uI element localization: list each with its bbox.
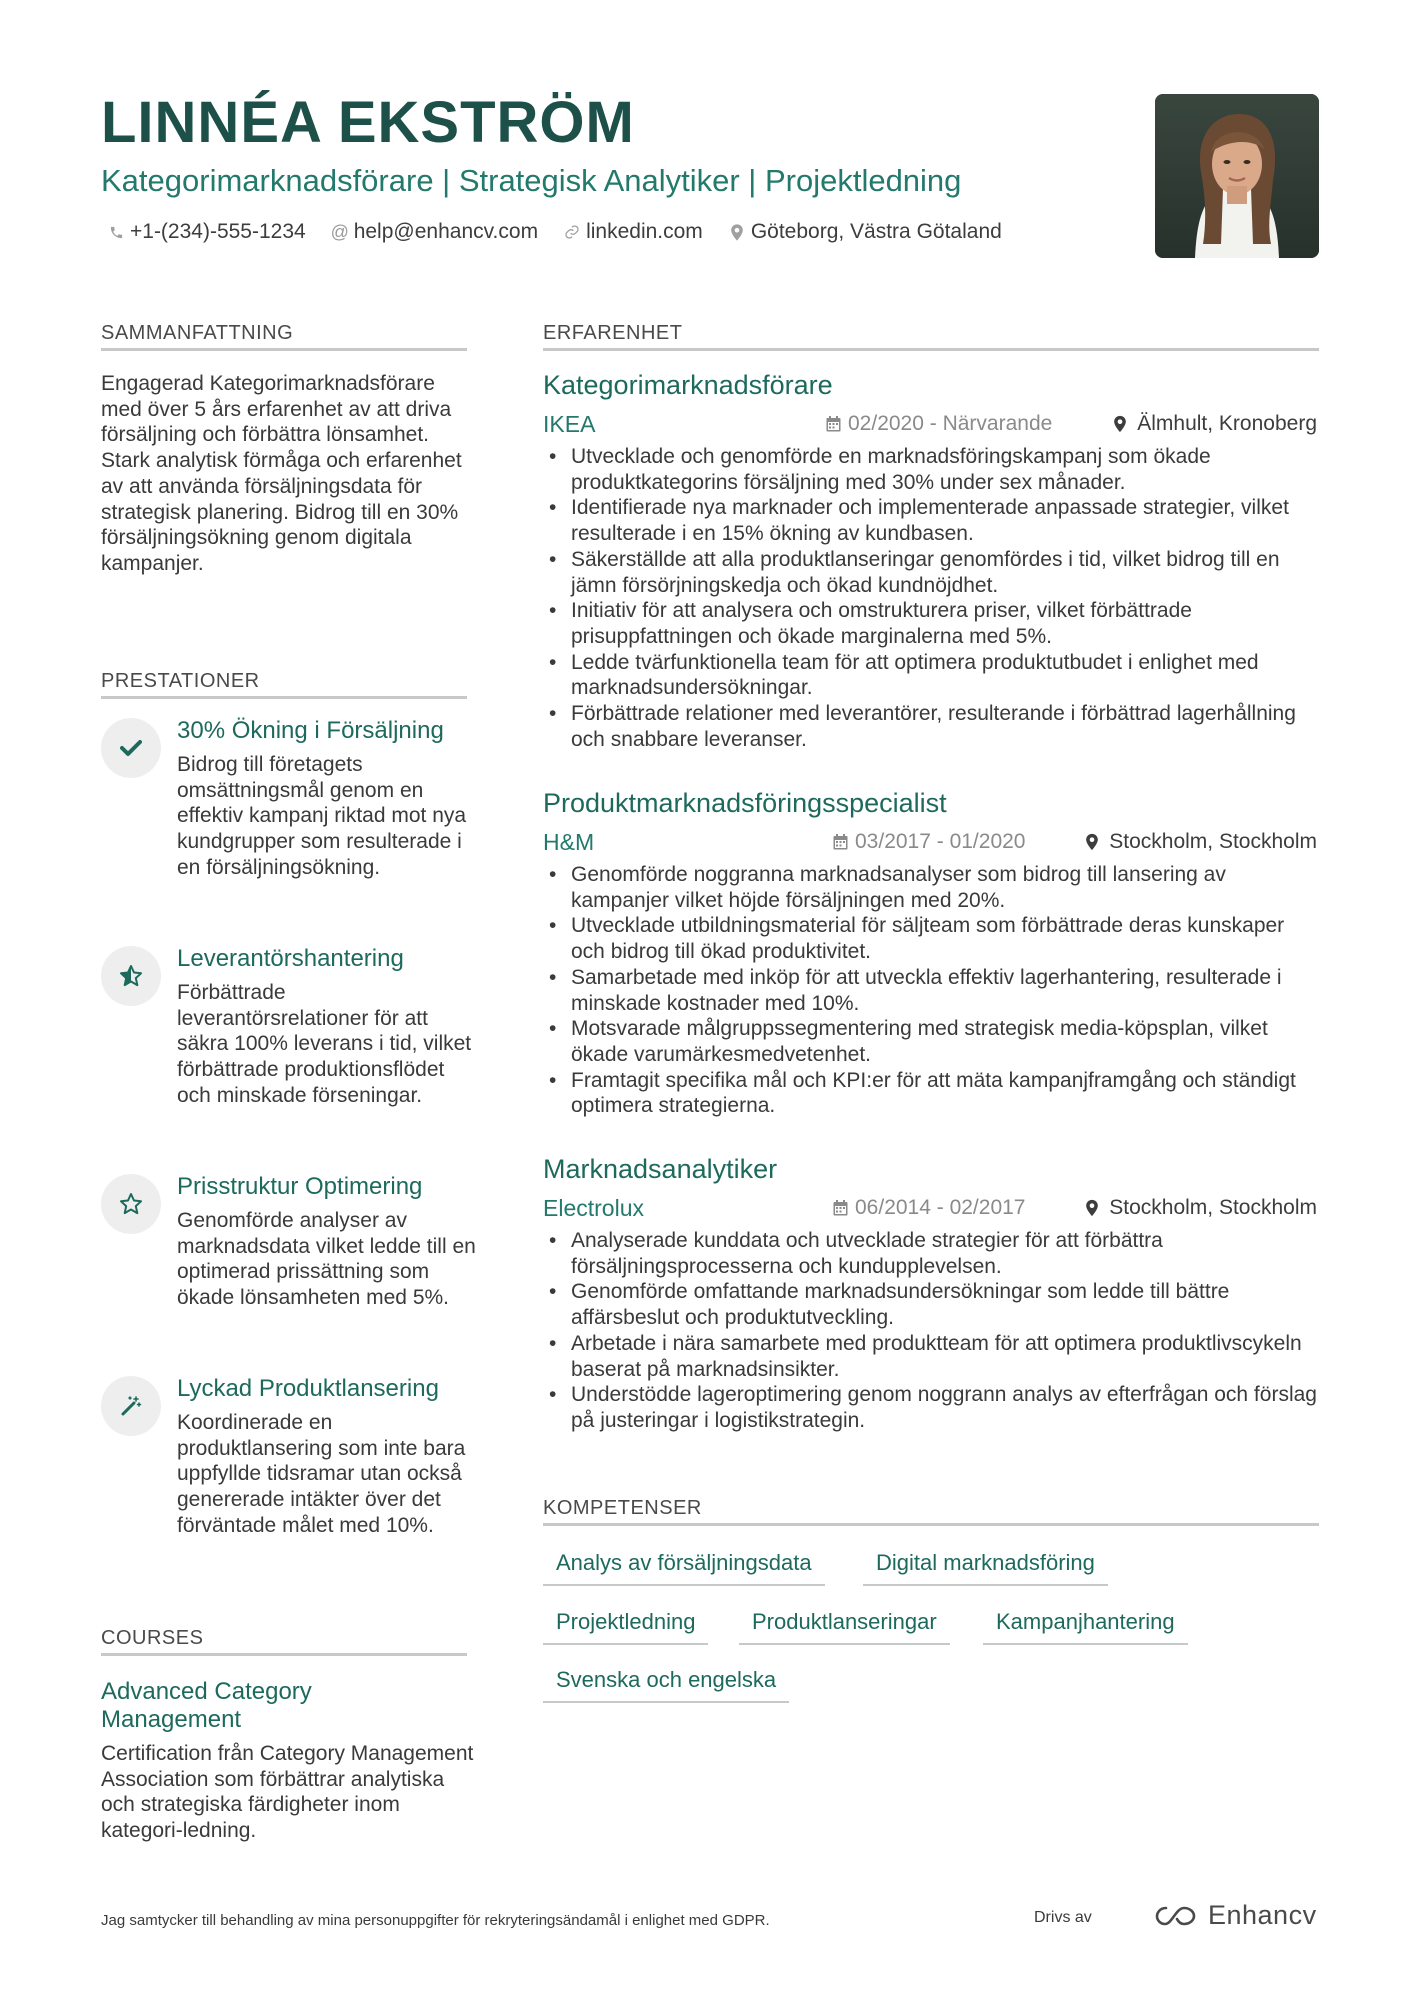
powered-by-label: Drivs av (1034, 1909, 1092, 1926)
skill-tag: Projektledning (543, 1605, 708, 1645)
job-company: Electrolux (543, 1195, 644, 1221)
calendar-icon (833, 834, 848, 850)
gdpr-consent: Jag samtycker till behandling av mina personuppgifter för rekryteringsändamål i enlighet med GDPR. (101, 1912, 770, 1929)
location-pin-icon (729, 224, 745, 240)
job-dates-text: 03/2017 - 01/2020 (855, 830, 1026, 853)
job-location (1085, 828, 1317, 856)
bullet-item: • Utvecklade utbildningsmaterial för säljteam som förbättrade deras kunskaper och bidrog till ökad produktivitet. (543, 913, 1323, 964)
courses-divider (101, 1653, 467, 1656)
check-icon (101, 718, 161, 778)
achievement-title: Lyckad Produktlansering (177, 1375, 439, 1402)
candidate-subtitle: Kategorimarknadsförare | Strategisk Analytiker | Projektledning (101, 163, 962, 198)
job-location (1113, 410, 1317, 438)
summary-divider (101, 348, 467, 351)
profile-photo (1155, 94, 1319, 258)
course-desc: Certification från Category Management Association som förbättrar analytiska och strategiska färdigheter inom kategori-ledning. (101, 1742, 474, 1843)
achievement-title: 30% Ökning i Försäljning (177, 717, 444, 744)
contact-email[interactable] (332, 220, 538, 244)
bullet-item: • Identifierade nya marknader och implementerade anpassade strategier, vilket resulterade i en 15% ökning av kundbasen. (543, 495, 1323, 546)
experience-heading: ERFARENHET (543, 322, 683, 344)
magic-wand-icon (101, 1376, 161, 1436)
skill-tag: Produktlanseringar (739, 1605, 950, 1645)
bullet-item: • Framtagit specifika mål och KPI:er för att mäta kampanjframgång och ständigt optimera strategierna. (543, 1068, 1323, 1119)
job-dates (833, 828, 1025, 856)
contact-row (108, 220, 1028, 244)
enhancv-logo-text: Enhancv (1208, 1900, 1317, 1930)
job-dates (826, 410, 1052, 438)
summary-heading: SAMMANFATTNING (101, 322, 294, 344)
bullet-item: • Arbetade i nära samarbete med produktteam för att optimera produktlivscykeln baserat på marknadsinsikter. (543, 1331, 1323, 1382)
location-pin-icon (1113, 415, 1127, 433)
bullet-item: • Understödde lageroptimering genom noggrann analys av efterfrågan och förslag på justeringar i logistikstrategin. (543, 1382, 1323, 1433)
candidate-name: LINNÉA EKSTRÖM (101, 90, 635, 155)
bullet-item: • Genomförde omfattande marknadsundersökningar som ledde till bättre affärsbeslut och produktutveckling. (543, 1279, 1323, 1330)
enhancv-logo[interactable] (1154, 1900, 1317, 1931)
bullet-item: • Förbättrade relationer med leverantörer, resulterande i förbättrad lagerhållning och snabbare leveranser. (543, 701, 1323, 752)
email-text: help@enhancv.com (353, 220, 539, 243)
contact-location (729, 220, 1002, 244)
linkedin-text: linkedin.com (586, 220, 703, 243)
location-pin-icon (1085, 1199, 1099, 1217)
achievement-desc: Genomförde analyser av marknadsdata vilket ledde till en optimerad prissättning som ökade lönsamheten med 5%. (177, 1209, 476, 1310)
bullet-item: • Analyserade kunddata och utvecklade strategier för att förbättra försäljningsprocesserna och kundupplevelsen. (543, 1228, 1323, 1279)
job-company: H&M (543, 829, 595, 855)
job-location-text: Älmhult, Kronoberg (1137, 412, 1317, 435)
achievement-desc: Förbättrade leverantörsrelationer för att säkra 100% leverans i tid, vilket förbättrade produktionsflödet och minskade förseningar. (177, 981, 472, 1107)
calendar-icon (833, 1200, 848, 1216)
location-pin-icon (1085, 833, 1099, 851)
job-dates-text: 06/2014 - 02/2017 (855, 1196, 1026, 1219)
summary-text: Engagerad Kategorimarknadsförare med över 5 års erfarenhet av att driva försäljning och förbättra lönsamhet. Stark analytisk förmåga och erfarenhet av att använda försäljningsdata för strategisk planering. Bidrog till en 30% försäljningsökning genom digitala kampanjer. (101, 372, 462, 575)
link-icon (564, 224, 580, 240)
job-title: Produktmarknadsföringsspecialist (543, 788, 947, 818)
bullet-item: • Initiativ för att analysera och omstrukturera priser, vilket förbättrade prisuppfattningen och ökade marginalerna med 5%. (543, 598, 1323, 649)
bullet-item: • Ledde tvärfunktionella team för att optimera produktutbudet i enlighet med marknadsundersökningar. (543, 650, 1323, 701)
job-dates-text: 02/2020 - Närvarande (848, 412, 1053, 435)
skills-heading: KOMPETENSER (543, 1497, 702, 1519)
job-dates (833, 1194, 1025, 1222)
achievement-title: Prisstruktur Optimering (177, 1173, 423, 1200)
courses-heading: COURSES (101, 1627, 204, 1649)
bullet-item: • Motsvarade målgruppssegmentering med strategisk media-köpsplan, vilket ökade varumärkesmedvetenhet. (543, 1016, 1323, 1067)
contact-phone[interactable] (108, 220, 306, 244)
job-bullets (543, 1228, 1323, 1434)
skill-tag: Kampanjhantering (983, 1605, 1188, 1645)
achievement-title: Leverantörshantering (177, 945, 404, 972)
job-bullets (543, 444, 1323, 752)
skill-tag: Svenska och engelska (543, 1663, 789, 1703)
job-location-text: Stockholm, Stockholm (1109, 830, 1317, 853)
skill-tag: Analys av försäljningsdata (543, 1546, 825, 1586)
skills-divider (543, 1523, 1319, 1526)
skill-tag: Digital marknadsföring (863, 1546, 1108, 1586)
job-location (1085, 1194, 1317, 1222)
job-company: IKEA (543, 411, 596, 437)
star-half-icon (101, 946, 161, 1006)
bullet-item: • Utvecklade och genomförde en marknadsföringskampanj som ökade produktkategorins försäljning med 30% under sex månader. (543, 444, 1323, 495)
star-icon (101, 1174, 161, 1234)
job-location-text: Stockholm, Stockholm (1109, 1196, 1317, 1219)
location-text: Göteborg, Västra Götaland (750, 220, 1002, 243)
contact-linkedin[interactable] (564, 220, 703, 244)
phone-text: +1-(234)-555-1234 (130, 220, 306, 243)
calendar-icon (826, 416, 841, 432)
bullet-item: • Samarbetade med inköp för att utveckla effektiv lagerhantering, resulterade i minskade kostnader med 10%. (543, 965, 1323, 1016)
achievement-desc: Koordinerade en produktlansering som inte bara uppfyllde tidsramar utan också genererade intäkter över det förväntade målet med 10%. (177, 1411, 466, 1537)
experience-divider (543, 348, 1319, 351)
enhancv-logo-icon (1154, 1904, 1200, 1928)
phone-icon (108, 224, 124, 240)
achievements-divider (101, 696, 467, 699)
achievements-heading: PRESTATIONER (101, 670, 260, 692)
job-title: Kategorimarknadsförare (543, 370, 833, 400)
at-icon: @ (330, 221, 349, 242)
achievement-desc: Bidrog till företagets omsättningsmål genom en effektiv kampanj riktad mot nya kundgrupper som resulterade i en försäljningsökning. (177, 753, 467, 879)
job-bullets (543, 862, 1323, 1119)
course-title: Advanced Category Management (101, 1678, 312, 1733)
bullet-item: • Genomförde noggranna marknadsanalyser som bidrog till lansering av kampanjer vilket höjde försäljningen med 20%. (543, 862, 1323, 913)
job-title: Marknadsanalytiker (543, 1154, 778, 1184)
bullet-item: • Säkerställde att alla produktlanseringar genomfördes i tid, vilket bidrog till en jämn försörjningskedja och ökad kundnöjdhet. (543, 547, 1323, 598)
